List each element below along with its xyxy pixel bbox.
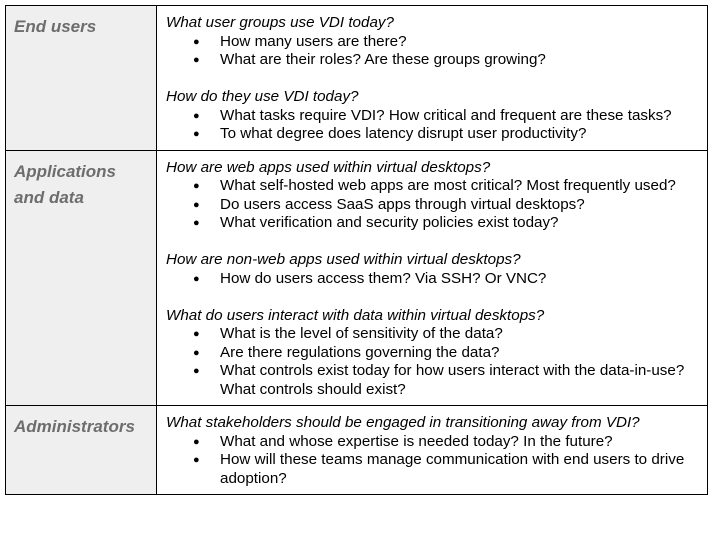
question-heading: What stakeholders should be engaged in transitioning away from VDI? [166, 414, 640, 431]
bullet-item: ● What tasks require VDI? How critical and frequent are these tasks? [166, 107, 697, 126]
bullet-item: ● Are there regulations governing the data? [166, 344, 697, 363]
row-label: End users [6, 6, 157, 150]
bullet-item: ● What and whose expertise is needed today? In the future? [166, 433, 697, 452]
bullet-item: ● What controls exist today for how users interact with the data-in-use? What controls should exist? [166, 362, 697, 399]
table-row-end-users [6, 6, 707, 150]
bullet-list [166, 107, 697, 144]
question-group [166, 88, 697, 144]
table-row-administrators [6, 405, 707, 494]
question-group [166, 251, 697, 288]
bullet-item: ● How many users are there? [166, 33, 697, 52]
bullet-list [166, 177, 697, 233]
bullet-item: ● What self-hosted web apps are most critical? Most frequently used? [166, 177, 697, 196]
bullet-item: ● How do users access them? Via SSH? Or VNC? [166, 270, 697, 289]
question-group [166, 307, 697, 400]
question-group [166, 414, 697, 488]
bullet-item: ● Do users access SaaS apps through virtual desktops? [166, 196, 697, 215]
bullet-item: ● What are their roles? Are these groups growing? [166, 51, 697, 70]
question-group [166, 14, 697, 70]
row-content [157, 406, 707, 494]
question-heading: How are web apps used within virtual desktops? [166, 158, 491, 176]
question-heading: How do they use VDI today? [166, 88, 359, 105]
bullet-list [166, 325, 697, 399]
question-group [166, 159, 697, 233]
question-heading: How are non-web apps used within virtual desktops? [166, 251, 521, 268]
question-heading: What user groups use VDI today? [166, 14, 394, 31]
row-label: Applications and data [6, 151, 157, 406]
table-row-applications-and-data [6, 150, 707, 406]
bullet-item: ● How will these teams manage communication with end users to drive adoption? [166, 451, 697, 488]
bullet-list [166, 270, 697, 289]
bullet-item: ● To what degree does latency disrupt user productivity? [166, 125, 697, 144]
row-content [157, 151, 707, 406]
bullet-item: ● What verification and security policies exist today? [166, 214, 697, 233]
row-label: Administrators [6, 406, 157, 494]
vdi-assessment-table [5, 5, 708, 495]
row-content [157, 6, 707, 150]
bullet-list [166, 33, 697, 70]
bullet-item: ● What is the level of sensitivity of the data? [166, 325, 697, 344]
bullet-list [166, 433, 697, 489]
question-heading: What do users interact with data within virtual desktops? [166, 306, 545, 324]
